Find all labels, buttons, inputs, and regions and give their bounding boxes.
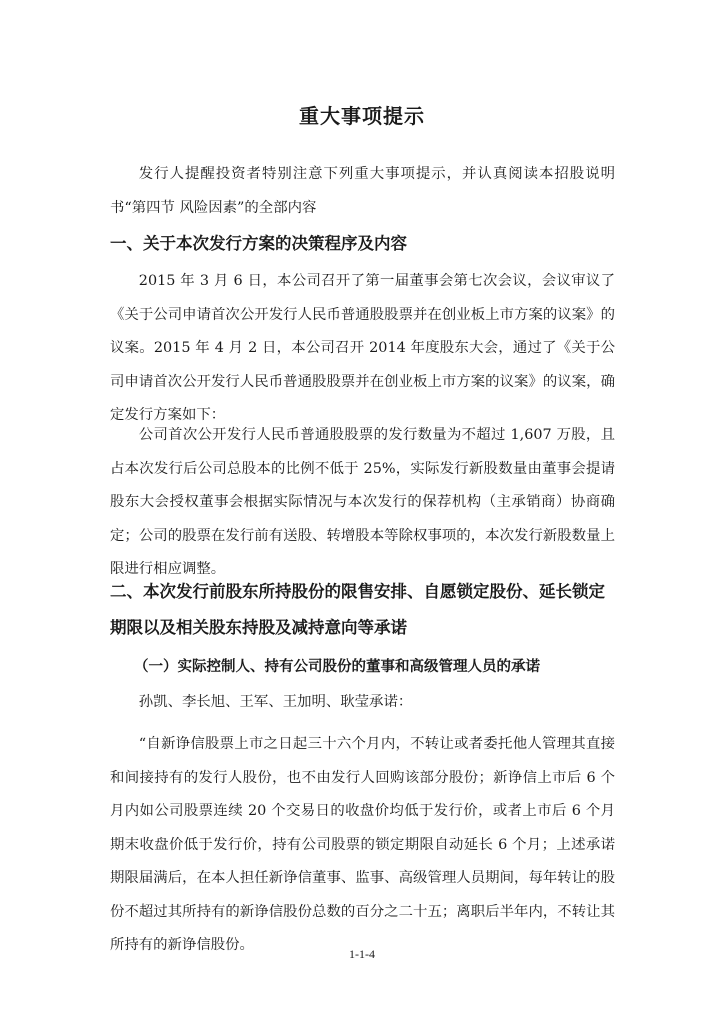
intro-paragraph: 发行人提醒投资者特别注意下列重大事项提示，并认真阅读本招股说明书“第四节 风险因素”的全部内容 <box>110 166 615 216</box>
page-number: 1-1-4 <box>349 947 375 961</box>
commitment-text: “自新诤信股票上市之日起三十六个月内，不转让或者委托他人管理其直接和间接持有的发行人股份，也不由发行人回购该部分股份；新诤信上市后 6 个月内如公司股票连续 20 个交易日的收盘价均低于发行价，或者上市后 6 个月期末收盘价低于发行价，持有公司股票的锁定期限自动延长 6 个月；上述承诺期限届满后，在本人担任新诤信董事、监事、高级管理人员期间，每年转让的股份不超过其所持有的新诤信股份总数的百分之二十五；离职后半年内，不转让其所持有的新诤信股份。 <box>110 736 615 953</box>
section-2-heading: 二、本次发行前股东所持股份的限售安排、自愿锁定股份、延长锁定期限以及相关股东持股及减持意向等承诺 <box>110 582 605 637</box>
section-2-subheading: （一）实际控制人、持有公司股份的董事和高级管理人员的承诺 <box>134 659 540 675</box>
section-1-paragraph-2: 公司首次公开发行人民币普通股股票的发行数量为不超过 1,607 万股，且占本次发行后公司总股本的比例不低于 25%，实际发行新股数量由董事会提请股东大会授权董事会根据实际情况与本次发行的保荐机构（主承销商）协商确定；公司的股票在发行前有送股、转增股本等除权事项的，本次发行新股数量上限进行相应调整。 <box>110 427 615 577</box>
section-1-paragraph-1: 2015 年 3 月 6 日，本公司召开了第一届董事会第七次会议，会议审议了《关于公司申请首次公开发行人民币普通股股票并在创业板上市方案的议案》的议案。2015 年 4 月 2 日，本公司召开 2014 年度股东大会，通过了《关于公司申请首次公开发行人民币普通股股票并在创业板上市方案的议案》的议案，确定发行方案如下： <box>110 273 615 423</box>
page-title: 重大事项提示 <box>299 104 425 128</box>
section-1-heading: 一、关于本次发行方案的决策程序及内容 <box>110 234 407 253</box>
commitment-parties: 孙凯、李长旭、王军、王加明、耿莹承诺： <box>138 694 413 710</box>
